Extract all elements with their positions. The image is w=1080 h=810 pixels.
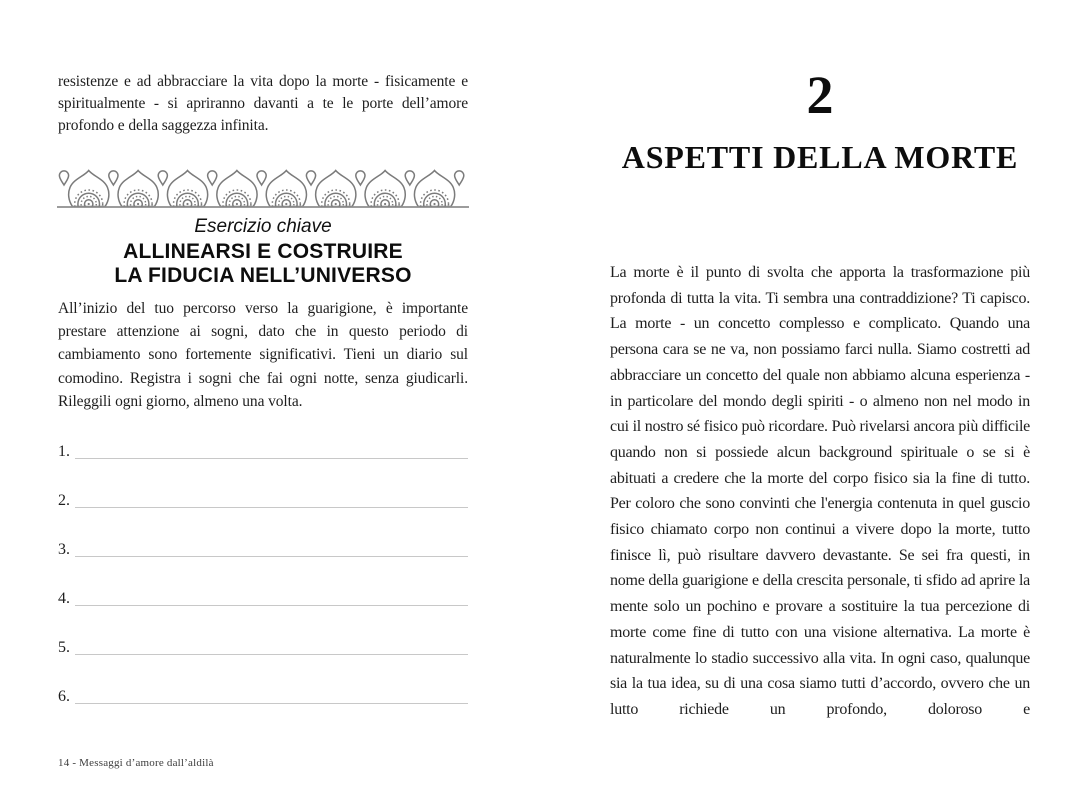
answer-line-rule	[75, 506, 468, 508]
answer-line	[58, 541, 468, 559]
answer-line-number: 6.	[58, 688, 70, 705]
answer-line	[58, 590, 468, 608]
answer-line-rule	[75, 457, 468, 459]
answer-line-rule	[75, 702, 468, 704]
chapter-title: ASPETTI DELLA MORTE	[621, 139, 1019, 175]
answer-line-number: 5.	[58, 639, 70, 656]
exercise-body: All’inizio del tuo percorso verso la guarigione, è importante prestare attenzione ai sogni, dato che in questo periodo di cambiamento sono fortemente significativi. Tieni un diario sul comodino. Registra i sogni che fai ogni notte, senza giudicarli. Rileggili ogni giorno, almeno una volta.	[58, 300, 468, 410]
right-page	[610, 0, 1030, 810]
answer-line-number: 2.	[58, 492, 70, 509]
answer-line	[58, 443, 468, 461]
mandala-border-ornament-icon	[56, 167, 470, 209]
answer-line-rule	[75, 653, 468, 655]
chapter-number: 2	[806, 65, 834, 125]
answer-line	[58, 639, 468, 657]
exercise-title-line2: LA FIDUCIA NELL’UNIVERSO	[114, 263, 412, 287]
answer-line-number: 3.	[58, 541, 70, 558]
exercise-title-line1: ALLINEARSI E COSTRUIRE	[123, 240, 403, 263]
page-footer: 14 - Messaggi d’amore dall’aldilà	[58, 757, 214, 769]
left-page	[58, 0, 468, 810]
answer-line-number: 1.	[58, 443, 70, 460]
chapter-body: La morte è il punto di svolta che apporta la trasformazione più profonda di tutta la vita. Ti sembra una contraddizione? Ti capisco. La morte - un concetto complesso e complicato. Quando una persona cara se ne va, non possiamo farci nulla. Siamo costretti ad abbracciare un concetto del quale non abbiamo alcuna esperienza - in particolare del mondo degli spiriti - o almeno non nel modo in cui il nostro sé fisico può ricordare. Può rivelarsi ancora più difficile quando non si possiede alcun background spirituale o se si è abituati a credere che la morte del corpo fisico sia la fine di tutto. Per coloro che sono convinti che l'energia contenuta in quel guscio fisico chiamato corpo non continui a vivere dopo la morte, tutto finisce lì, può risultare davvero devastante. Se sei fra questi, in nome della guarigione e della crescita personale, ti sfido ad aprire la mente solo un pochino e provare a sostituire la tua percezione di morte come fine di tutto con una visione alternativa. La morte è naturalmente lo stadio successivo alla vita. In ogni caso, qualunque sia la tua idea, su di una cosa siamo tutti d’accordo, ovvero che un lutto richiede un profondo, doloroso e	[610, 264, 1030, 718]
answer-line-rule	[75, 555, 468, 557]
answer-line	[58, 688, 468, 706]
answer-line	[58, 492, 468, 510]
answer-line-number: 4.	[58, 590, 70, 607]
intro-paragraph: resistenze e ad abbracciare la vita dopo la morte - fisicamente e spiritualmente - si apriranno davanti a te le porte dell’amore profondo e della saggezza infinita.	[58, 73, 468, 134]
exercise-kicker: Esercizio chiave	[194, 216, 332, 237]
answer-line-rule	[75, 604, 468, 606]
exercise-title	[58, 240, 468, 287]
